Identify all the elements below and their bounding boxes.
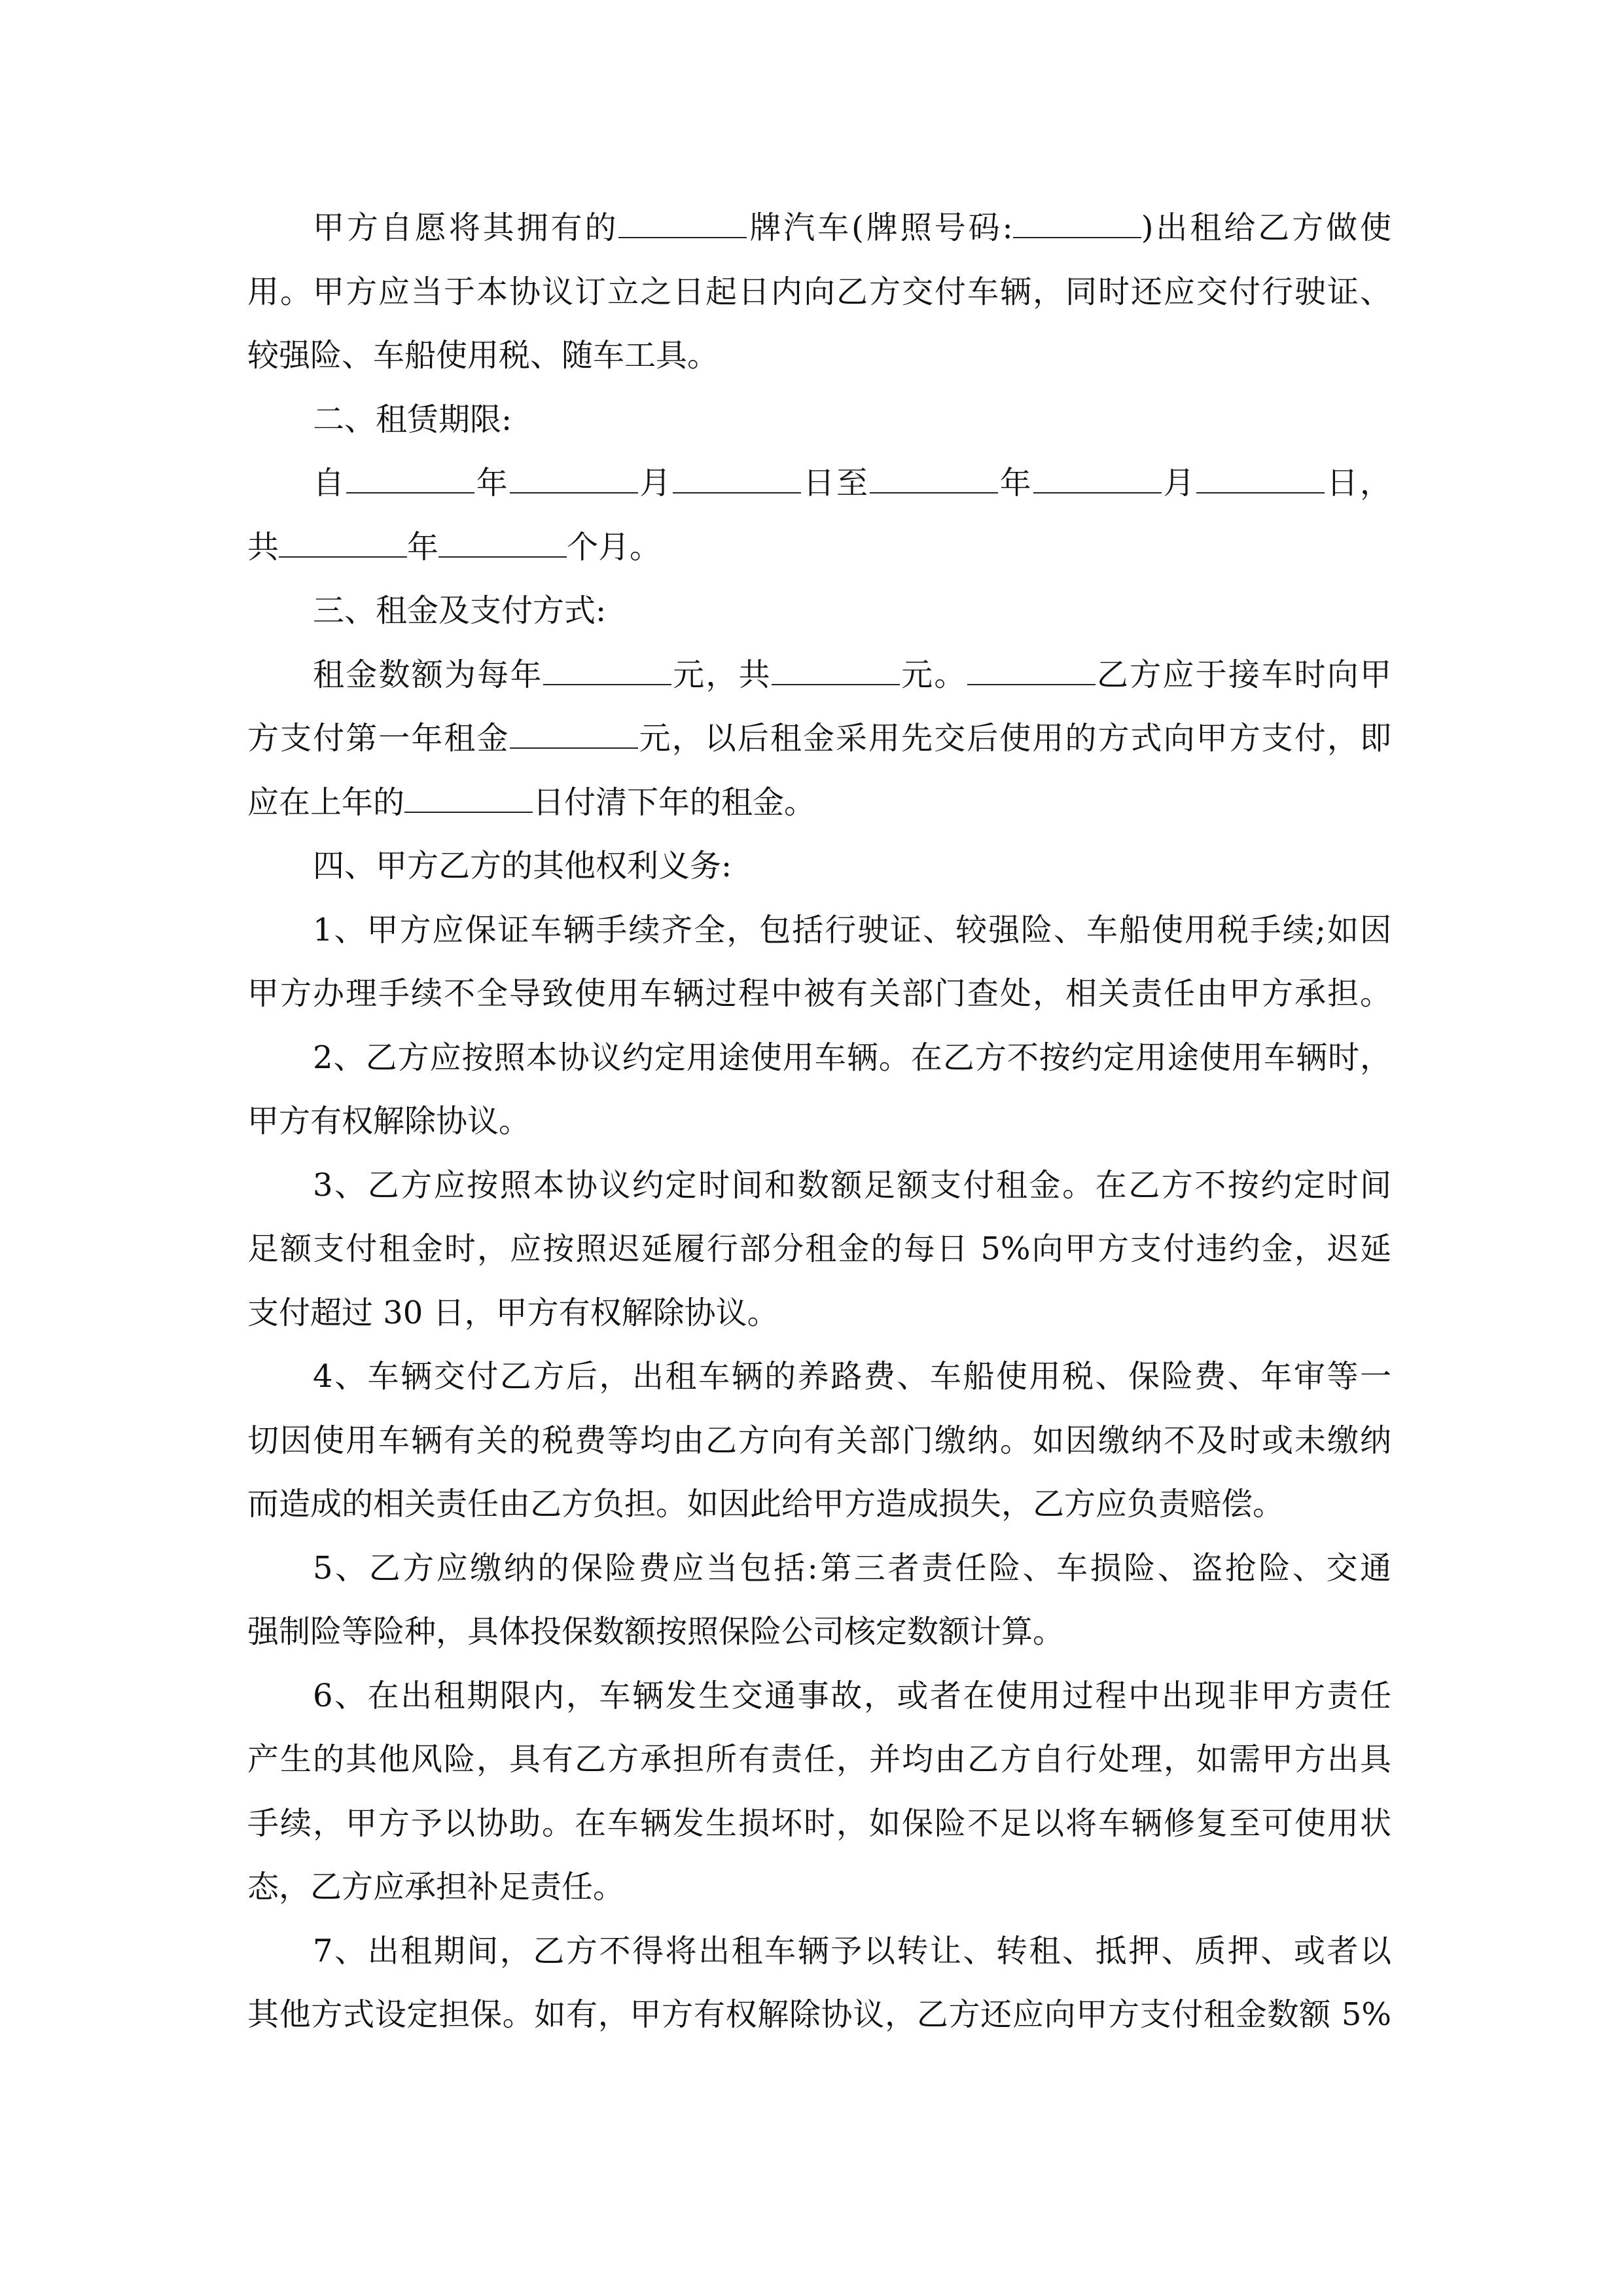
text-segment: 其他方式设定担保。如有，甲方有权解除协议，乙方还应向甲方支付租金数额 5% xyxy=(247,1996,1391,2033)
fill-in-blank xyxy=(1033,466,1162,493)
fill-in-blank xyxy=(404,785,533,813)
text-line xyxy=(247,771,1391,835)
text-line xyxy=(247,1154,1391,1218)
fill-in-blank xyxy=(1196,466,1325,493)
text-line xyxy=(247,1026,1391,1090)
text-segment: 三、租金及支付方式: xyxy=(313,592,607,629)
fill-in-blank xyxy=(346,466,474,493)
text-segment: 1、甲方应保证车辆手续齐全，包括行驶证、较强险、车船使用税手续;如因 xyxy=(313,911,1391,948)
text-line xyxy=(247,196,1391,260)
fill-in-blank xyxy=(618,211,747,238)
fill-in-blank xyxy=(438,530,567,558)
text-segment: 租金数额为每年 xyxy=(313,656,543,693)
text-segment: 足额支付租金时，应按照迟延履行部分租金的每日 5%向甲方支付违约金，迟延 xyxy=(247,1230,1391,1267)
text-segment: 元。 xyxy=(899,656,967,693)
text-line xyxy=(247,1217,1391,1282)
text-segment: 日， xyxy=(1325,465,1391,501)
fill-in-blank xyxy=(772,658,900,685)
text-segment: 4、车辆交付乙方后，出租车辆的养路费、车船使用税、保险费、年审等一 xyxy=(313,1358,1391,1395)
text-line xyxy=(247,1600,1391,1664)
text-line xyxy=(247,1537,1391,1601)
text-segment: 切因使用车辆有关的税费等均由乙方向有关部门缴纳。如因缴纳不及时或未缴纳 xyxy=(247,1422,1391,1459)
fill-in-blank xyxy=(543,658,671,685)
text-line xyxy=(247,1920,1391,1984)
text-segment: 年 xyxy=(407,528,439,565)
text-line xyxy=(247,579,1391,643)
fill-in-blank xyxy=(510,721,638,749)
text-segment: 元，共 xyxy=(671,656,772,693)
text-segment: 7、出租期间，乙方不得将出租车辆予以转让、转租、抵押、质押、或者以 xyxy=(313,1932,1391,1969)
text-segment: 月 xyxy=(637,465,673,501)
text-segment: 日至 xyxy=(801,465,870,501)
text-segment: 年 xyxy=(997,465,1033,501)
text-segment: 而造成的相关责任由乙方负担。如因此给甲方造成损失，乙方应负责赔偿。 xyxy=(247,1486,1285,1522)
text-segment: 二、租赁期限: xyxy=(313,401,512,438)
text-segment: 甲方自愿将其拥有的 xyxy=(313,209,619,246)
fill-in-blank xyxy=(510,466,638,493)
text-segment: 用。甲方应当于本协议订立之日起日内向乙方交付车辆，同时还应交付行驶证、 xyxy=(247,273,1391,310)
fill-in-blank xyxy=(279,530,407,558)
text-line xyxy=(247,643,1391,708)
text-line xyxy=(247,1282,1391,1346)
text-segment: 支付超过 30 日，甲方有权解除协议。 xyxy=(247,1294,779,1331)
text-line xyxy=(247,707,1391,771)
text-segment: 日付清下年的租金。 xyxy=(533,783,816,821)
text-segment: 较强险、车船使用税、随车工具。 xyxy=(247,337,719,374)
text-segment: 应在上年的 xyxy=(247,783,405,821)
text-line xyxy=(247,1409,1391,1473)
text-segment: 方支付第一年租金 xyxy=(247,720,510,757)
text-segment: 5、乙方应缴纳的保险费应当包括:第三者责任险、车损险、盗抢险、交通 xyxy=(313,1549,1391,1587)
text-segment: 产生的其他风险，具有乙方承担所有责任，并均由乙方自行处理，如需甲方出具 xyxy=(247,1741,1391,1778)
text-line xyxy=(247,1090,1391,1154)
text-line xyxy=(247,260,1391,325)
text-line xyxy=(247,962,1391,1026)
text-line xyxy=(247,1473,1391,1537)
text-segment: 乙方应于接车时向甲 xyxy=(1095,656,1391,693)
text-line xyxy=(247,516,1391,580)
fill-in-blank xyxy=(1013,211,1141,238)
text-line xyxy=(247,324,1391,388)
text-segment: 手续，甲方予以协助。在车辆发生损坏时，如保险不足以将车辆修复至可使用状 xyxy=(247,1804,1391,1842)
document-body xyxy=(247,196,1391,2047)
text-segment: 态，乙方应承担补足责任。 xyxy=(247,1869,625,1905)
fill-in-blank xyxy=(673,466,801,493)
text-segment: 个月。 xyxy=(567,528,662,565)
text-segment: 甲方办理手续不全导致使用车辆过程中被有关部门查处，相关责任由甲方承担。 xyxy=(247,975,1391,1012)
text-line xyxy=(247,1856,1391,1920)
text-line xyxy=(247,834,1391,899)
text-segment: )出租给乙方做使 xyxy=(1141,209,1391,246)
text-segment: 年 xyxy=(474,465,510,501)
text-segment: 强制险等险种，具体投保数额按照保险公司核定数额计算。 xyxy=(247,1613,1065,1650)
text-segment: 6、在出租期限内，车辆发生交通事故，或者在使用过程中出现非甲方责任 xyxy=(313,1677,1391,1714)
text-segment: 甲方有权解除协议。 xyxy=(247,1103,531,1139)
text-segment: 2、乙方应按照本协议约定用途使用车辆。在乙方不按约定用途使用车辆时， xyxy=(313,1039,1391,1076)
text-line xyxy=(247,388,1391,452)
text-line xyxy=(247,1792,1391,1856)
text-segment: 四、甲方乙方的其他权利义务: xyxy=(313,848,732,884)
text-line xyxy=(247,1345,1391,1409)
fill-in-blank xyxy=(967,658,1096,685)
text-segment: 3、乙方应按照本协议约定时间和数额足额支付租金。在乙方不按约定时间 xyxy=(313,1166,1391,1204)
text-line xyxy=(247,1983,1391,2047)
text-segment: 元，以后租金采用先交后使用的方式向甲方支付，即 xyxy=(637,720,1391,757)
text-line xyxy=(247,452,1391,516)
text-line xyxy=(247,1728,1391,1792)
text-line xyxy=(247,899,1391,963)
text-segment: 共 xyxy=(247,528,279,565)
fill-in-blank xyxy=(870,466,998,493)
text-segment: 牌汽车(牌照号码: xyxy=(747,209,1013,246)
text-segment: 月 xyxy=(1161,465,1197,501)
text-segment: 自 xyxy=(313,465,346,501)
text-line xyxy=(247,1664,1391,1729)
